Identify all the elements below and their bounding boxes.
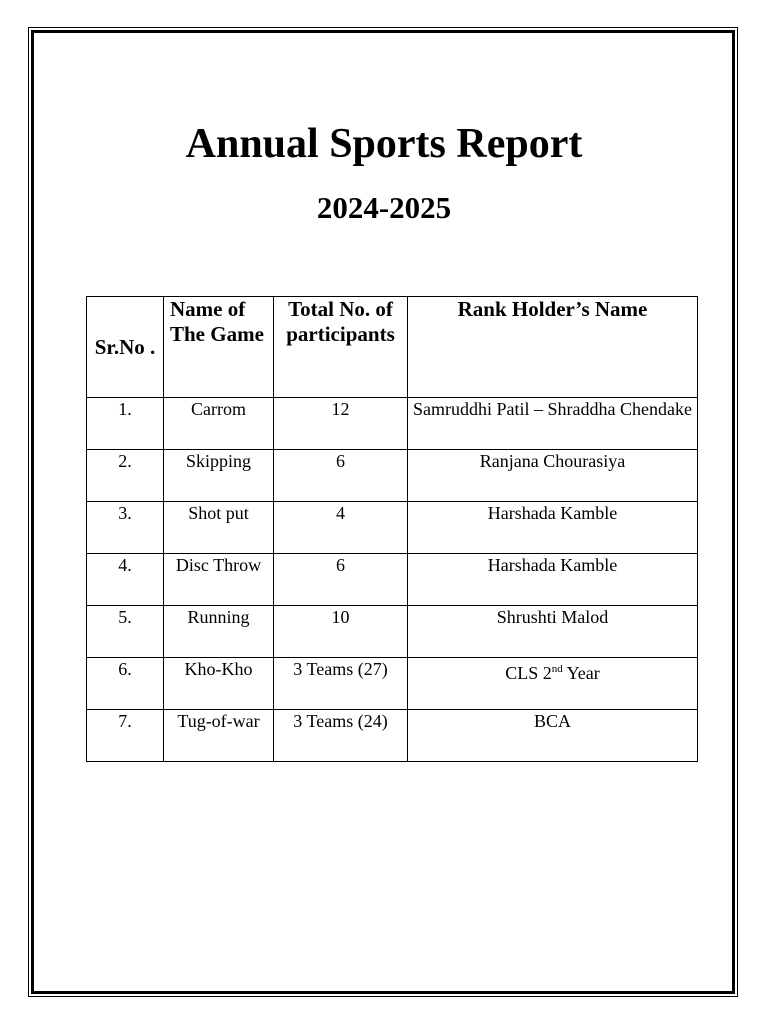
cell-sr-no: 6. bbox=[87, 658, 164, 710]
cell-participants: 10 bbox=[274, 606, 408, 658]
cell-rank-holder: BCA bbox=[408, 710, 698, 762]
cell-game: Running bbox=[164, 606, 274, 658]
rank-holder-suffix: Year bbox=[562, 663, 600, 683]
sports-table bbox=[86, 296, 698, 762]
table-row bbox=[87, 710, 698, 762]
header-sr-no: Sr.No . bbox=[87, 297, 164, 398]
cell-sr-no: 4. bbox=[87, 554, 164, 606]
cell-game: Skipping bbox=[164, 450, 274, 502]
cell-rank-holder: Harshada Kamble bbox=[408, 554, 698, 606]
cell-game: Carrom bbox=[164, 398, 274, 450]
table-row bbox=[87, 450, 698, 502]
cell-sr-no: 5. bbox=[87, 606, 164, 658]
cell-rank-holder: Samruddhi Patil – Shraddha Chendake bbox=[408, 398, 698, 450]
cell-participants: 3 Teams (27) bbox=[274, 658, 408, 710]
cell-game: Kho-Kho bbox=[164, 658, 274, 710]
header-game-name: Name of The Game bbox=[164, 297, 274, 398]
table-row bbox=[87, 502, 698, 554]
report-title: Annual Sports Report bbox=[185, 121, 583, 167]
cell-rank-holder bbox=[408, 658, 698, 710]
cell-participants: 3 Teams (24) bbox=[274, 710, 408, 762]
cell-rank-holder: Harshada Kamble bbox=[408, 502, 698, 554]
cell-game: Disc Throw bbox=[164, 554, 274, 606]
table-row bbox=[87, 398, 698, 450]
cell-participants: 4 bbox=[274, 502, 408, 554]
header-participants: Total No. of participants bbox=[274, 297, 408, 398]
cell-participants: 12 bbox=[274, 398, 408, 450]
cell-rank-holder: Ranjana Chourasiya bbox=[408, 450, 698, 502]
rank-holder-prefix: CLS 2 bbox=[505, 663, 552, 683]
cell-game: Tug-of-war bbox=[164, 710, 274, 762]
cell-participants: 6 bbox=[274, 450, 408, 502]
table-row bbox=[87, 554, 698, 606]
cell-participants: 6 bbox=[274, 554, 408, 606]
cell-sr-no: 3. bbox=[87, 502, 164, 554]
report-year: 2024-2025 bbox=[316, 190, 452, 225]
table-header-row bbox=[87, 297, 698, 398]
cell-rank-holder: Shrushti Malod bbox=[408, 606, 698, 658]
cell-game: Shot put bbox=[164, 502, 274, 554]
table-row bbox=[87, 658, 698, 710]
cell-sr-no: 1. bbox=[87, 398, 164, 450]
header-rank-holder: Rank Holder’s Name bbox=[408, 297, 698, 398]
table-row bbox=[87, 606, 698, 658]
rank-holder-ordinal: nd bbox=[551, 663, 563, 675]
cell-sr-no: 2. bbox=[87, 450, 164, 502]
cell-sr-no: 7. bbox=[87, 710, 164, 762]
